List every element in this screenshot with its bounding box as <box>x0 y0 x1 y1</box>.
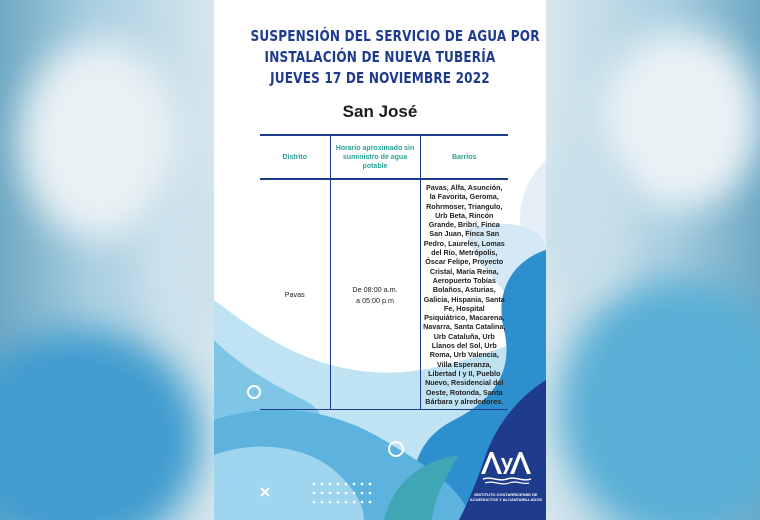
notice-poster <box>214 0 546 520</box>
table-row <box>260 179 508 410</box>
title-line-1: SUSPENSIÓN DEL SERVICIO DE AGUA POR <box>250 27 540 45</box>
title-line-2: INSTALACIÓN DE NUEVA TUBERÍA <box>264 48 496 66</box>
cell-distrito: Pavas <box>260 179 330 410</box>
aya-logo-caption <box>469 492 543 502</box>
horario-start: De 08:00 a.m. <box>352 284 398 294</box>
table-header-row <box>260 135 508 179</box>
outage-table <box>260 134 508 410</box>
region-heading: San José <box>342 102 418 121</box>
header-distrito: Distrito <box>260 135 330 179</box>
notice-title <box>250 26 540 89</box>
cell-barrios: Pavas, Alfa, Asunción, la Favorita, Geroma, Rohrmoser, Triangulo, Urb Beta, Rincón Grande, Bribrí, Finca San Juan, Finca San Pedro, Laureles, Lomas del Río, Metrópolis, Óscar Felipe, Proyecto Cristal, María Reina, Aeropuerto Tobías Bolaños, Asturias, Galicia, Hispania, Santa Fe, Hospital Psiquiátrico, Macarena, Navarra, Santa Catalina, Urb Cataluña, Urb Llanos del Sol, Urb Roma, Urb Valencia, Villa Esperanza, Libertad I y II, Pueblo Nuevo, Residencial del Oeste, Rotonda, Santa Bárbara y alrededores. <box>420 179 508 410</box>
aya-caption-line-1: INSTITUTO COSTARRICENSE DE <box>474 492 538 497</box>
title-line-3: JUEVES 17 DE NOVIEMBRE 2022 <box>270 69 490 87</box>
aya-caption-line-2: ACUEDUCTOS Y ALCANTARILLADOS <box>469 497 543 502</box>
header-barrios: Barrios <box>420 135 508 179</box>
aya-logo <box>469 444 543 514</box>
aya-logo-icon <box>477 444 535 488</box>
horario-end: a 05:00 p.m <box>356 295 394 305</box>
header-horario: Horario aproximado sin suministro de agua potable <box>330 135 420 179</box>
cell-horario <box>330 179 420 410</box>
